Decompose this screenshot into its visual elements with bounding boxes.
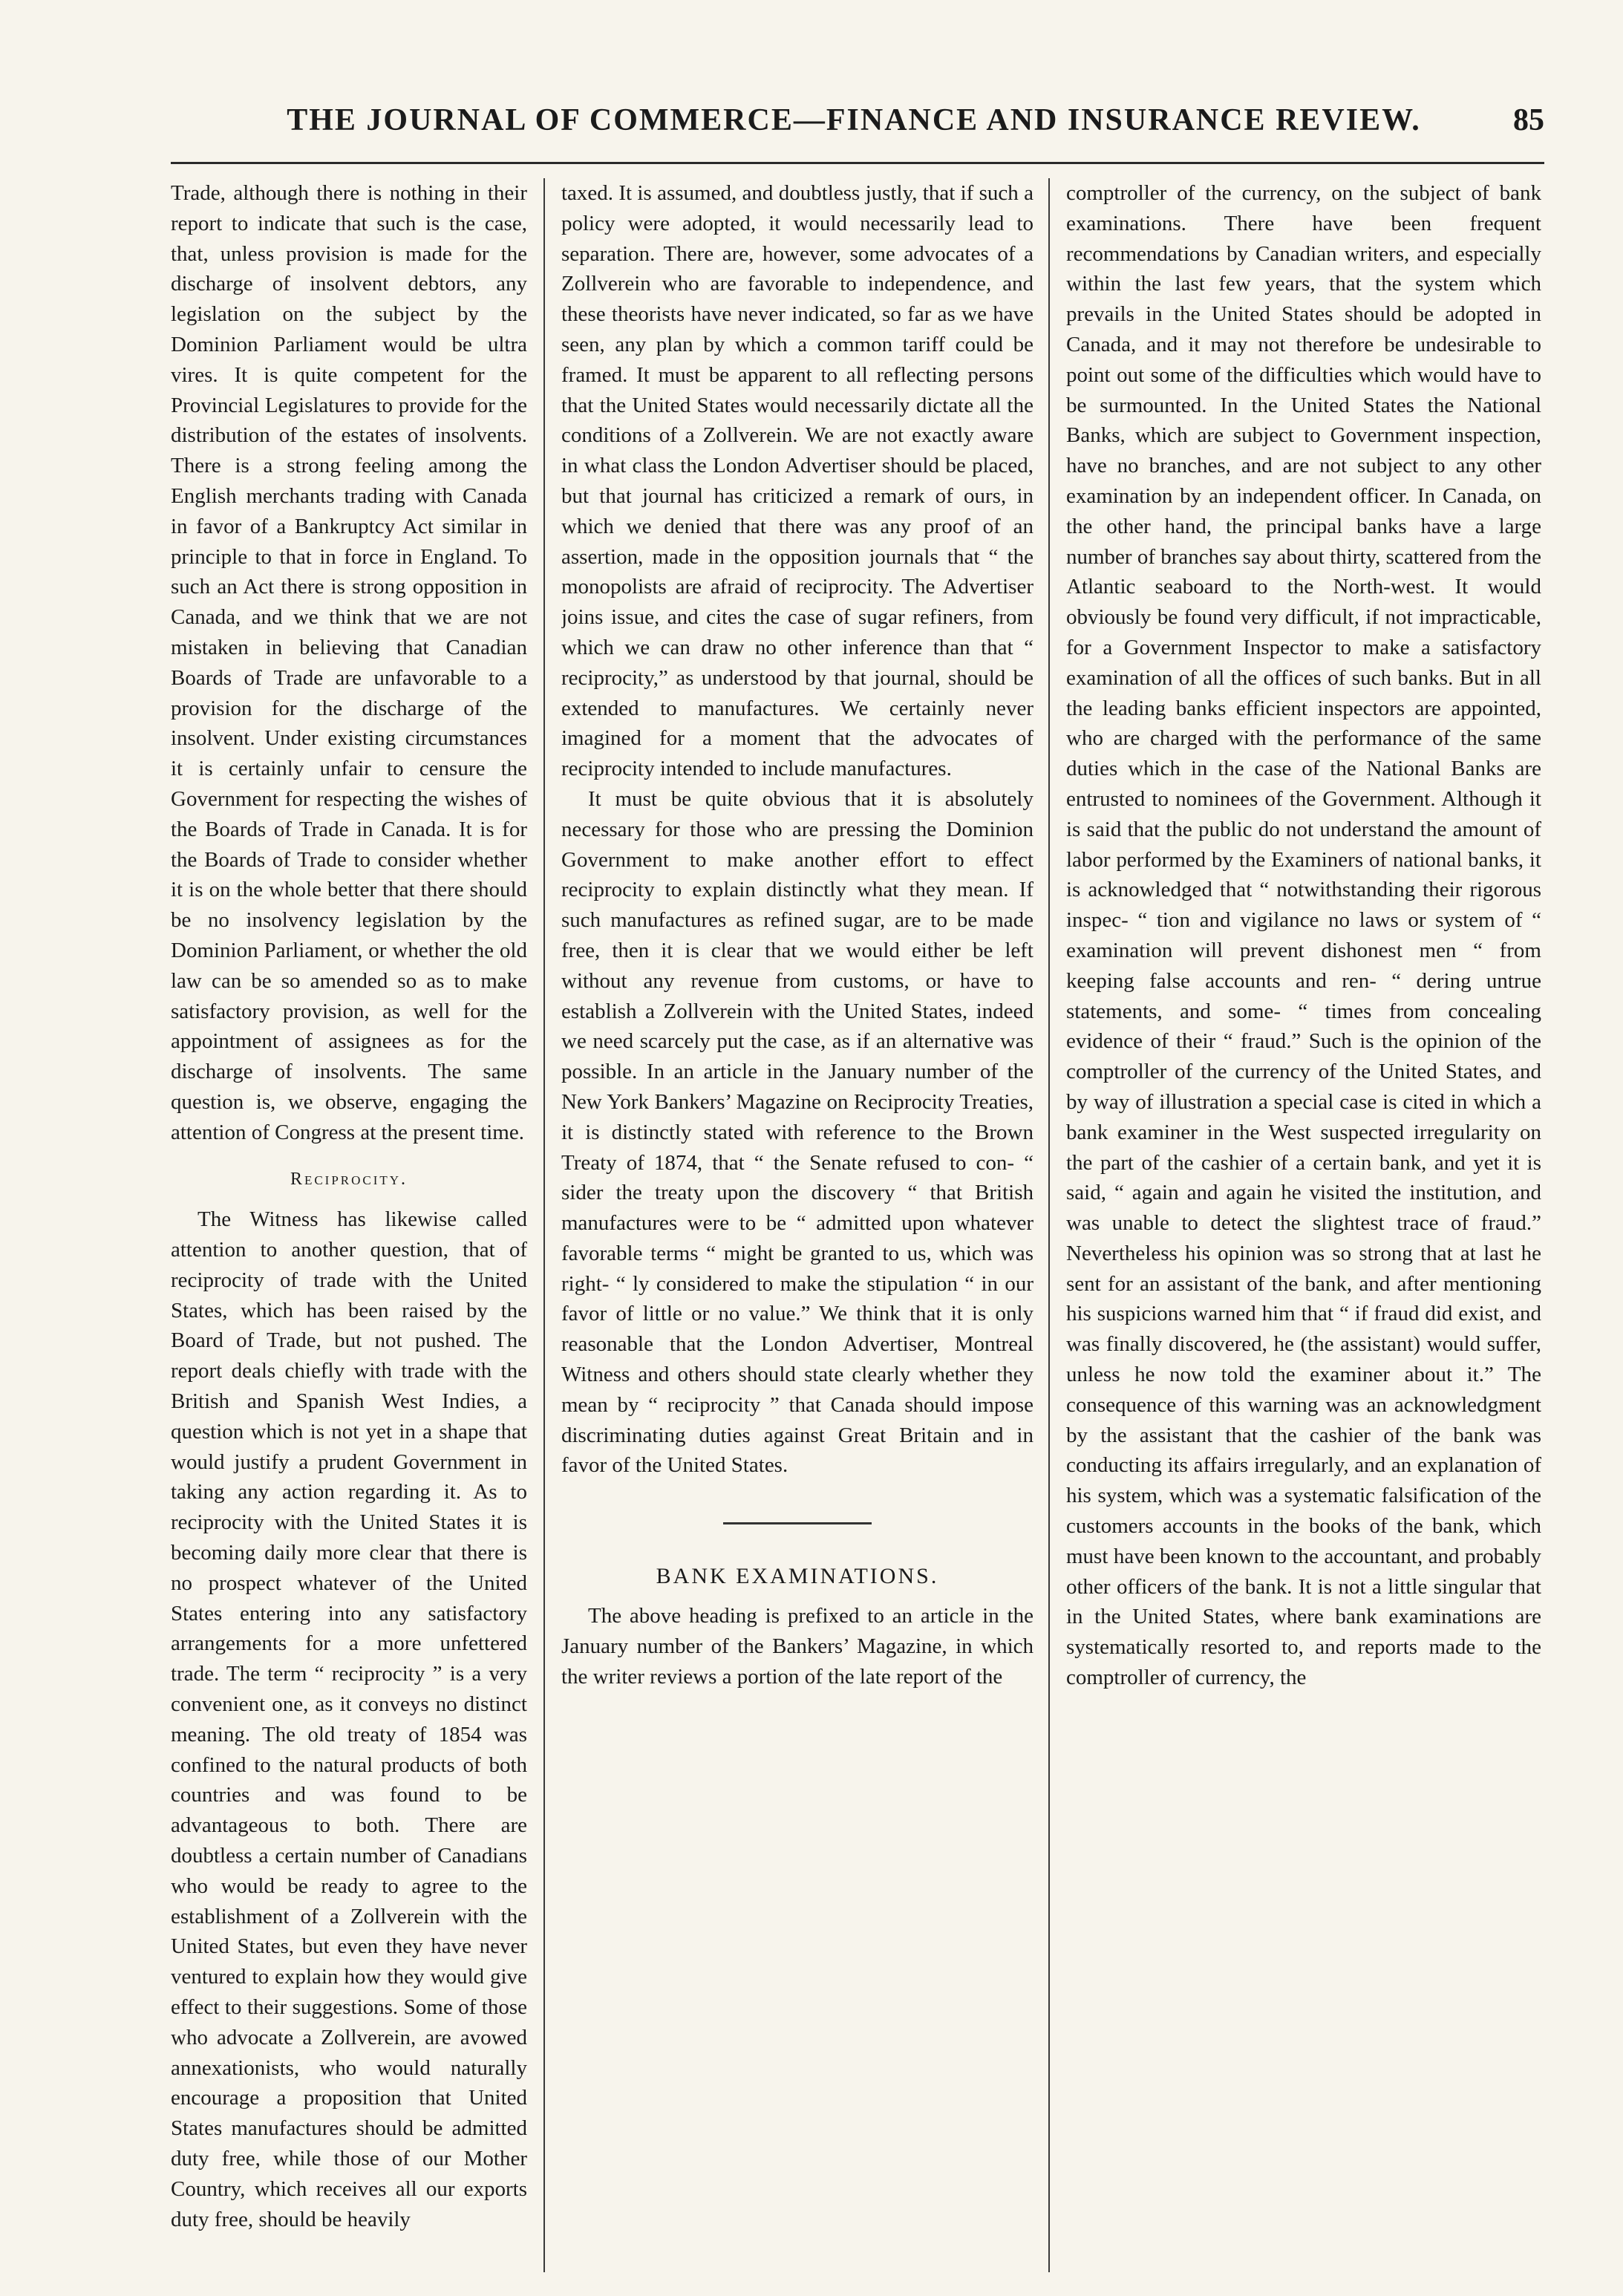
- header-rule: [171, 162, 1544, 164]
- section-divider: [723, 1522, 872, 1524]
- reciprocity-subheading: Reciprocity.: [290, 1169, 408, 1189]
- journal-title: THE JOURNAL OF COMMERCE—FINANCE AND INSURANCE REVIEW.: [287, 103, 1421, 137]
- column2-paragraph-1: taxed. It is assumed, and doubtless justly, that if such a policy were adopted, it would necessarily lead to separation. There are, however, some advocates of a Zollverein who are favorable to independence, and these theorists have never indicated, so far as we have seen, any plan by which a common tariff could be framed. It must be apparent to all reflecting persons that the United States would necessarily dictate all the conditions of a Zollverein. We are not exactly aware in what class the London Advertiser should be placed, but that journal has criticized a remark of ours, in which we denied that there was any proof of an assertion, made in the opposition journals that “ the monopolists are afraid of reciprocity. The Advertiser joins issue, and cites the case of sugar refiners, from which we can draw no other inference than that “ reciprocity,” as understood by that journal, should be extended to manufactures. We certainly never imagined for a moment that the advocates of reciprocity intended to include manufactures.: [561, 181, 1033, 781]
- bank-examinations-heading: BANK EXAMINATIONS.: [656, 1564, 939, 1589]
- column2-paragraph-2: It must be quite obvious that it is absolutely necessary for those who are pressing the Dominion Government to make another effort to effect reciprocity to explain distinctly what they mean. If such manufactures as refined sugar, are to be made free, then it is clear that we would either be left without any revenue from customs, or have to establish a Zollverein with the United States, indeed we need scarcely put the case, as if an alternative was possible. In an article in the January number of the New York Bankers’ Magazine on Reciprocity Treaties, it is distinctly stated with reference to the Brown Treaty of 1874, that “ the Senate refused to con- “ sider the treaty upon the discovery “ that British manufactures were to be “ admitted upon whatever favorable terms “ might be granted to us, which was right- “ ly considered to make the stipulation “ in our favor of little or no value.” We think that it is only reasonable that the London Advertiser, Montreal Witness and others should state clearly whether they mean by “ reciprocity ” that Canada should impose discriminating duties against Great Britain and in favor of the United States.: [561, 786, 1033, 1478]
- column-divider-1: [543, 178, 545, 2272]
- column3-paragraph-1: comptroller of the currency, on the subject of bank examinations. There have been frequent recommendations by Canadian writers, and especially within the last few years, that the system which prevails in the United States should be adopted in Canada, and it may not therefore be undesirable to point out some of the difficulties which would have to be surmounted. In the United States the National Banks, which are subject to Government inspection, have no branches, and are not subject to any other examination by an independent officer. In Canada, on the other hand, the principal banks have a large number of branches say about thirty, scattered from the Atlantic seaboard to the North-west. It would obviously be found very difficult, if not impracticable, for a Government Inspector to make a satisfactory examination of all the offices of such banks. But in all the leading banks efficient inspectors are appointed, who are charged with the performance of the same duties which in the case of the National Banks are entrusted to nominees of the Government. Although it is said that the public do not understand the amount of labor performed by the Examiners of national banks, it is acknowledged that “ notwithstanding their rigorous inspec- “ tion and vigilance no laws or system of “ examination will prevent dishonest men “ from keeping false accounts and ren- “ dering untrue statements, and some- “ times from concealing evidence of their “ fraud.” Such is the opinion of the comptroller of the currency of the United States, and by way of illustration a special case is cited in which a bank examiner in the West suspected irregularity on the part of the cashier of a certain bank, and yet it is said, “ again and again he visited the institution, and was unable to detect the slightest trace of fraud.” Nevertheless his opinion was so strong that at last he sent for an assistant of the bank, and after mentioning his suspicions warned him that “ if fraud did exist, and was finally discovered, he (the assistant) would suffer, unless he now told the examiner about it.” The consequence of this warning was an acknowledgment by the assistant that the cashier of the bank was conducting its affairs irregularly, and an explanation of his system, which was a systematic falsification of the customers accounts in the books of the bank, which must have been known to the accountant, and probably other officers of the bank. It is not a little singular that in the United States, where bank examinations are systematically resorted to, and reports made to the comptroller of currency, the: [1066, 181, 1541, 1690]
- column1-paragraph-2: The Witness has likewise called attention to another question, that of reciprocity of trade with the United States, which has been raised by the Board of Trade, but not pushed. The report deals chiefly with trade with the British and Spanish West Indies, a question which is not yet in a shape that would justify a prudent Government in taking any action regarding it. As to reciprocity with the United States it is becoming daily more clear that there is no prospect whatever of the United States entering into any satisfactory arrangements for a more unfettered trade. The term “ reciprocity ” is a very convenient one, as it conveys no distinct meaning. The old treaty of 1854 was confined to the natural products of both countries and was found to be advantageous to both. There are doubtless a certain number of Canadians who would be ready to agree to the establishment of a Zollverein with the United States, but even they have never ventured to explain how they would give effect to their suggestions. Some of those who advocate a Zollverein, are avowed annexationists, who would naturally encourage a proposition that United States manufactures should be admitted duty free, while those of our Mother Country, which receives all our exports duty free, should be heavily: [171, 1207, 527, 2231]
- column2-paragraph-3: The above heading is prefixed to an article in the January number of the Bankers’ Magazine, in which the writer reviews a portion of the late report of the: [561, 1604, 1033, 1689]
- page-number: 85: [1513, 103, 1544, 137]
- page-header: [171, 102, 1544, 147]
- column-2: [561, 178, 1033, 2272]
- column-divider-2: [1048, 178, 1050, 2272]
- column1-paragraph-1: Trade, although there is nothing in their report to indicate that such is the case, that, unless provision is made for the discharge of insolvent debtors, any legislation on the subject by the Dominion Parliament would be ultra vires. It is quite competent for the Provincial Legislatures to provide for the distribution of the estates of insolvents. There is a strong feeling among the English merchants trading with Canada in favor of a Bankruptcy Act similar in principle to that in force in England. To such an Act there is strong opposition in Canada, and we think that we are not mistaken in believing that Canadian Boards of Trade are unfavorable to a provision for the discharge of the insolvent. Under existing circumstances it is certainly unfair to censure the Government for respecting the wishes of the Boards of Trade in Canada. It is for the Boards of Trade to consider whether it is on the whole better that there should be no insolvency legislation by the Dominion Parliament, or whether the old law can be so amended so as to make satisfactory provision, as well for the appointment of assignees as for the discharge of insolvents. The same question is, we observe, engaging the attention of Congress at the present time.: [171, 181, 527, 1144]
- column-3: [1066, 178, 1541, 2272]
- column-1: [171, 178, 527, 2272]
